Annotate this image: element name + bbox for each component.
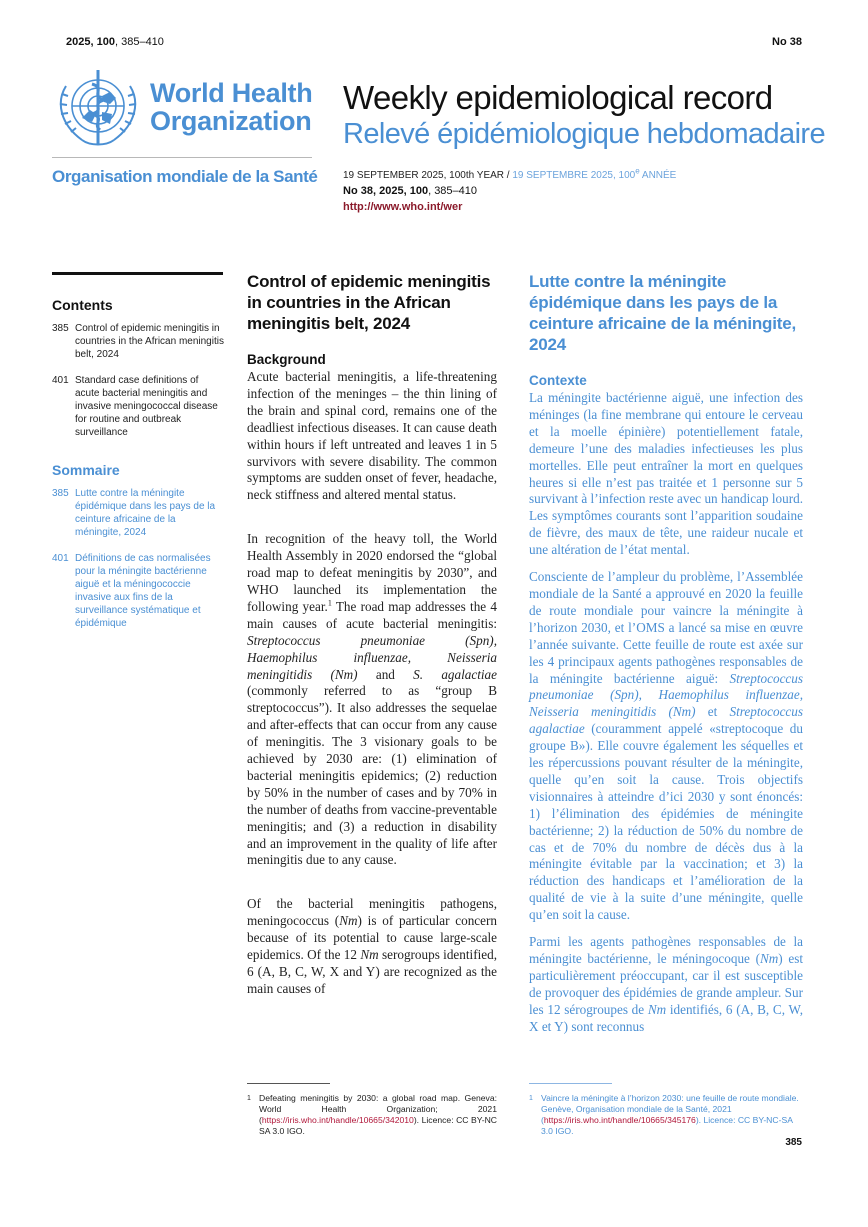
page-number: 385 xyxy=(785,1137,802,1148)
who-name-line2: Organization xyxy=(150,106,312,136)
who-name-line1: World Health xyxy=(150,78,313,108)
running-header-issue: No 38 xyxy=(772,36,802,48)
sommaire-heading: Sommaire xyxy=(52,462,120,478)
section-heading-contexte: Contexte xyxy=(529,373,587,388)
footnote-divider-fr xyxy=(529,1083,612,1084)
contents-heading: Contents xyxy=(52,297,113,313)
running-header-citation: 2025, 100, 385–410 xyxy=(66,36,164,48)
footnote-fr: 1 Vaincre la méningite à l’horizon 2030: une feuille de route mondiale. Genève, Organisation mondiale de la Santé, 2021 (https://iris.who.int/handle/10665/345176). Licence: CC BY-NC-SA 3.0 IGO. xyxy=(529,1093,799,1136)
header-year: 2025 xyxy=(66,36,91,48)
oms-organization-name: Organisation mondiale de la Santé xyxy=(52,167,318,186)
contents-item[interactable]: 401 Standard case definitions of acute bacterial meningitis and invasive meningococcal disease for routine and outbreak surveillance xyxy=(52,375,218,438)
paragraph: Acute bacterial meningitis, a life-threatening infection of the meninges – the thin lining of the brain and spinal cord, remains one of the deadliest infectious diseases. It can cause death within hours if left untreated and leaves 1 in 5 survivors with severe disability. The common symptoms are sudden onset of fever, headache, neck stiffness and altered mental status. xyxy=(247,369,497,503)
paragraph: La méningite bactérienne aiguë, une infection des méninges (la fine membrane qui entoure le cerveau et la moelle épinière) potentiellement fatale, demeure l’une des maladies infectieuses les plus mortelles. Elle peut entraîner la mort en quelques heures si elle n’est pas traitée et 1 personne sur 5 survivant à l’infection reste avec un handicap lourd. Les symptômes courants sont l’apparition soudaine de fièvre, des maux de tête, une raideur nucale et une altération de l’état mental. xyxy=(529,390,803,558)
sommaire-list xyxy=(52,487,224,643)
footnote-ref[interactable]: 1 xyxy=(327,598,332,608)
footnote-divider-en xyxy=(247,1083,330,1084)
section-heading-background: Background xyxy=(247,352,326,367)
issue-date xyxy=(343,166,677,181)
who-organization-name xyxy=(150,79,312,135)
article-title-en: Control of epidemic meningitis in countries in the African meningitis belt, 2024 xyxy=(247,272,491,333)
paragraph: Parmi les agents pathogènes responsables de la méningite bactérienne, le méningocoque (Nm) est particulièrement préoccupant, car il est susceptible de provoquer des épidémies de grande ampleur. Sur les 12 sérogroupes de Nm identifiés, 6 (A, B, C, W, X et Y) sont reconnus xyxy=(529,934,803,1034)
footnote-link-en[interactable]: https://iris.who.int/handle/10665/342010 xyxy=(261,1115,414,1125)
wer-url-link[interactable]: http://www.who.int/wer xyxy=(343,201,463,213)
sommaire-item[interactable]: 385 Lutte contre la méningite épidémique dans les pays de la ceinture africaine de la méningite, 2024 xyxy=(52,488,216,538)
paragraph: Consciente de l’ampleur du problème, l’Assemblée mondiale de la Santé a approuvé en 2020 la feuille de route mondiale pour vaincre la méningite à l’horizon 2030, et l’OMS a lancé sa mise en œuvre l’année suivante. Cette feuille de route est axée sur les 4 principaux agents pathogènes responsables de la méningite bactérienne aiguë: Streptococcus pneumoniae (Spn), Haemophilus influenzae, Neisseria meningitidis (Nm) et Streptococcus agalactiae (couramment appelé «streptocoque du groupe B»). Elle couvre également les séquelles et les répercussions pouvant résulter de la méningite, quelle qu’en soit la cause. Trois objectifs visionnaires à atteindre d’ici 2030 y sont énoncés: 1) l’élimination des épidémies de méningite bactérienne; 2) la réduction de 50% du nombre de cas et de 70% du nombre de décès dus à la méningite évitable par la vaccination; et 3) la réduction des handicaps et l’amélioration de la qualité de vie à la suite d’une méningite, quelle qu’en soit la cause. xyxy=(529,569,803,923)
issue-date-fr: 19 SEPTEMBRE 2025, 100e ANNÉE xyxy=(512,166,677,181)
sidebar-rule xyxy=(52,272,223,275)
footnote-link-fr[interactable]: https://iris.who.int/handle/10665/345176 xyxy=(543,1115,696,1125)
article-column-fr xyxy=(529,271,803,1036)
article-title-fr: Lutte contre la méningite épidémique dans les pays de la ceinture africaine de la méningite, 2024 xyxy=(529,272,796,354)
publication-title-fr: Relevé épidémiologique hebdomadaire xyxy=(343,118,826,150)
header-pages: 385–410 xyxy=(121,36,164,48)
article-column-en xyxy=(247,271,497,998)
contents-item[interactable]: 385 Control of epidemic meningitis in countries in the African meningitis belt, 2024 xyxy=(52,323,224,360)
footnote-en: 1 Defeating meningitis by 2030: a global road map. Geneva: World Health Organization; 2021 (https://iris.who.int/handle/10665/342010). Licence: CC BY-NC SA 3.0 IGO. xyxy=(247,1093,497,1136)
sommaire-item[interactable]: 401 Définitions de cas normalisées pour la méningite bactérienne aiguë et la méningococcie invasive aux fins de la surveillance systématique et épidémique xyxy=(52,553,211,629)
header-volume: 100 xyxy=(96,36,115,48)
contents-list xyxy=(52,322,224,452)
who-emblem-icon xyxy=(52,66,144,152)
issue-citation: No 38, 2025, 100, 385–410 xyxy=(343,185,478,197)
logo-divider xyxy=(52,157,312,158)
issue-date-en: 19 SEPTEMBER 2025, 100th YEAR / xyxy=(343,170,513,181)
publication-title-en: Weekly epidemiological record xyxy=(343,79,773,116)
paragraph: Of the bacterial meningitis pathogens, meningococcus (Nm) is of particular concern because of its potential to cause large-scale epidemics. Of the 12 Nm serogroups identified, 6 (A, B, C, W, X and Y) are recognized as the main causes of xyxy=(247,896,498,996)
paragraph: In recognition of the heavy toll, the World Health Assembly in 2020 endorsed the “global road map to defeat meningitis by 2030”, and WHO launched its implementation the following year.$^1$ The road map addresses the 4 main causes of acute bacterial meningitis: Streptococcus pneumoniae (Spn), Haemophilus influenzae, Neisseria meningitidis (Nm) and S. agalactiae (commonly referred to as “group B streptococcus”). It also addresses the sequelae and after-effects that can occur from any cause of meningitis. The 3 visionary goals to be achieved by 2030 are: (1) elimination of bacterial meningitis epidemics; (2) reduction by 50% in the number of cases and by 70% in the number of deaths from vaccine-preventable meningitis; and (3) a reduction in disability and an improvement in the quality of life after meningitis due to any cause. xyxy=(247,531,498,868)
